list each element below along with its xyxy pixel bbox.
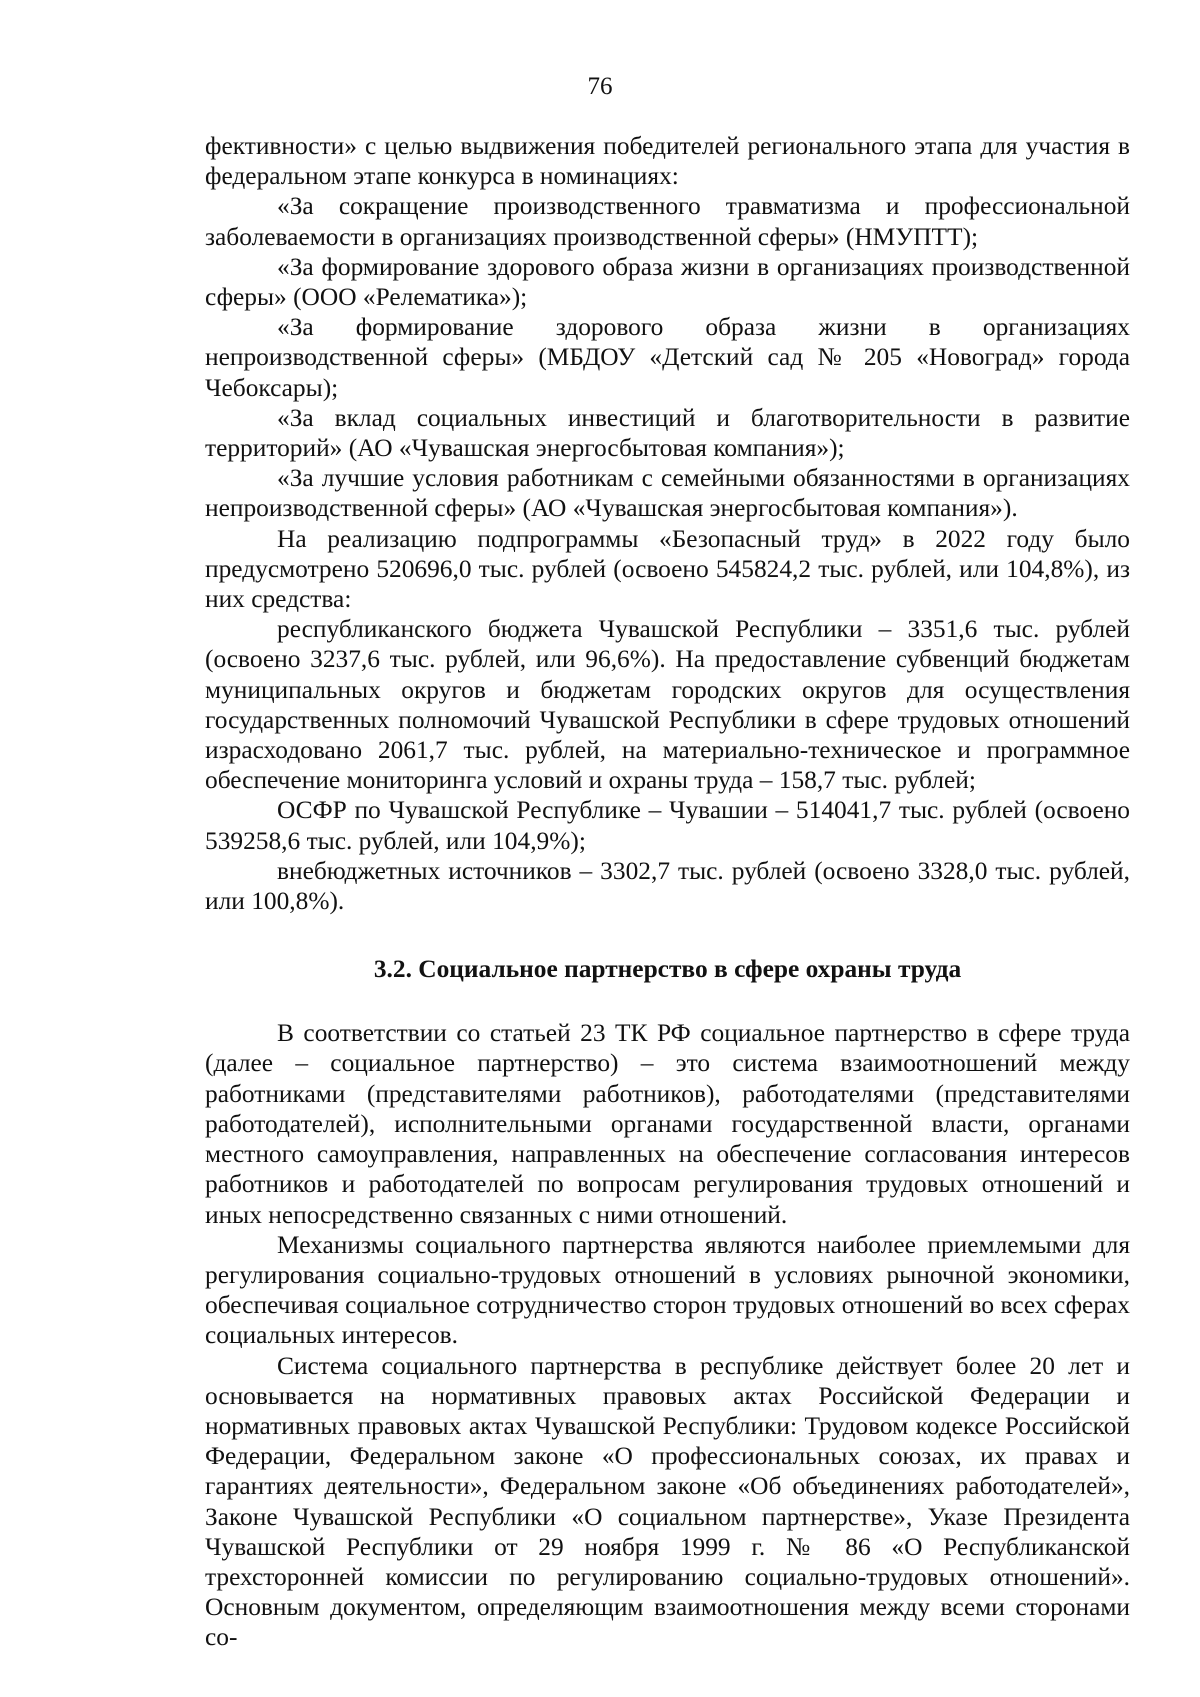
document-body <box>205 131 1130 1653</box>
paragraph: В соответствии со статьей 23 ТК РФ социальное партнерство в сфере труда (далее – социальное партнерство) – это система взаимоотношений между работниками (представителями работников), работодателями (представителями работодателей), исполнительными органами государственной власти, органами местного самоуправления, направленных на обеспечение согласования интересов работников и работодателей по вопросам регулирования трудовых отношений и иных непосредственно связанных с ними отношений. <box>205 1019 1130 1229</box>
paragraph: Система социального партнерства в республике действует более 20 лет и основывается на нормативных правовых актах Российской Федерации и нормативных правовых актах Чувашской Республики: Трудовом кодексе Российской Федерации, Федеральном законе «О профессиональных союзах, их правах и гарантиях деятельности», Федеральном законе «Об объединениях работодателей», Законе Чувашской Республики «О социальном партнерстве», Указе Президента Чувашской Республики от 29 ноября 1999 г. № 86 «О Республиканской трехсторонней комиссии по регулированию социально-трудовых отношений». Основным документом, определяющим взаимоотношения между всеми сторонами со- <box>205 1351 1130 1652</box>
paragraph: «За сокращение производственного травматизма и профессиональной заболеваемости в организациях производственной сферы» (НМУПТТ); <box>205 192 1130 251</box>
paragraph: «За формирование здорового образа жизни в организациях производственной сферы» (ООО «Релематика»); <box>205 252 1130 312</box>
paragraph: внебюджетных источников – 3302,7 тыс. рублей (освоено 3328,0 тыс. рублей, или 100,8%). <box>205 856 1130 916</box>
paragraph: «За лучшие условия работникам с семейными обязанностями в организациях непроизводственной сферы» (АО «Чувашская энергосбытовая компания»). <box>205 464 1130 523</box>
paragraph: фективности» с целью выдвижения победителей регионального этапа для участия в федеральном этапе конкурса в номинациях: <box>205 132 1130 191</box>
page-number: 76 <box>587 73 613 100</box>
paragraph: На реализацию подпрограммы «Безопасный труд» в 2022 году было предусмотрено 520696,0 тыс. рублей (освоено 545824,2 тыс. рублей, или 104,8%), из них средства: <box>205 524 1130 614</box>
paragraph: Механизмы социального партнерства являются наиболее приемлемыми для регулирования социально-трудовых отношений в условиях рыночной экономики, обеспечивая социальное сотрудничество сторон трудовых отношений во всех сферах социальных интересов. <box>205 1230 1130 1350</box>
paragraph: «За вклад социальных инвестиций и благотворительности в развитие территорий» (АО «Чувашская энергосбытовая компания»); <box>205 403 1130 463</box>
section-heading: 3.2. Социальное партнерство в сфере охраны труда <box>373 955 962 984</box>
paragraph: «За формирование здорового образа жизни в организациях непроизводственной сферы» (МБДОУ «Детский сад № 205 «Новоград» города Чебоксары); <box>205 313 1130 402</box>
paragraph: ОСФР по Чувашской Республике – Чувашии – 514041,7 тыс. рублей (освоено 539258,6 тыс. рублей, или 104,9%); <box>205 796 1130 855</box>
paragraph: республиканского бюджета Чувашской Республики – 3351,6 тыс. рублей (освоено 3237,6 тыс. рублей, или 96,6%). На предоставление субвенций бюджетам муниципальных округов и бюджетам городских округов для осуществления государственных полномочий Чувашской Республики в сфере трудовых отношений израсходовано 2061,7 тыс. рублей, на материально-техническое и программное обеспечение мониторинга условий и охраны труда – 158,7 тыс. рублей; <box>205 615 1130 795</box>
